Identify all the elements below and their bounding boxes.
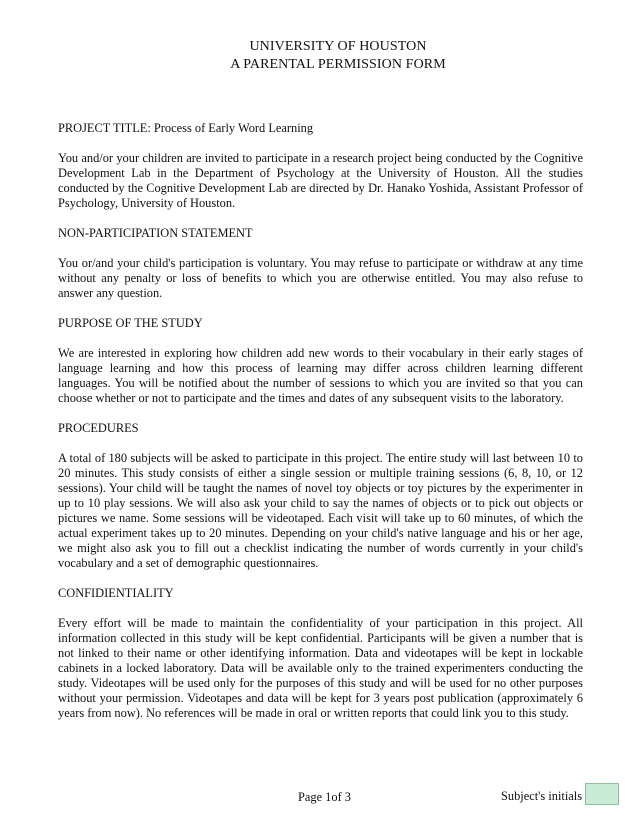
nonparticipation-heading: NON-PARTICIPATION STATEMENT bbox=[58, 226, 253, 240]
university-name: UNIVERSITY OF HOUSTON bbox=[249, 39, 427, 54]
purpose-paragraph: We are interested in exploring how children add new words to their vocabulary in their early stages of language learning and how this process of learning may differ across children learning different languages. You will be notified about the number of sessions to which you are invited so that you can choose whether or not to participate and the times and dates of any subsequent visits to the laboratory. bbox=[58, 346, 583, 405]
form-title: A PARENTAL PERMISSION FORM bbox=[230, 57, 446, 72]
intro-paragraph: You and/or your children are invited to participate in a research project being conducted by the Cognitive Development Lab in the Department of Psychology at the University of Houston. All the studies conducted by the Cognitive Development Lab are directed by Dr. Hanako Yoshida, Assistant Professor of Psychology, University of Houston. bbox=[58, 151, 583, 210]
confidentiality-paragraph: Every effort will be made to maintain the confidentiality of your participation in this project. All information collected in this study will be kept confidential. Participants will be given a number that is not linked to their name or other identifying information. Data and videotapes will be kept in lockable cabinets in a locked laboratory. Data will be available only to the trained experimenters conducting the study. Videotapes will be used only for the purposes of this study and will be used for no other purposes without your permission. Videotapes and data will be kept for 3 years post publication (approximately 6 years from now). No references will be made in oral or written reports that could link you to this study. bbox=[58, 616, 583, 720]
form-header bbox=[0, 38, 640, 74]
initials-label: Subject's initials bbox=[501, 789, 583, 803]
form-body bbox=[58, 121, 583, 721]
initials-input-box[interactable] bbox=[585, 783, 619, 805]
page-number: Page 1of 3 bbox=[298, 790, 351, 804]
confidentiality-heading: CONFIDIENTIALITY bbox=[58, 586, 174, 600]
purpose-heading: PURPOSE OF THE STUDY bbox=[58, 316, 203, 330]
procedures-heading: PROCEDURES bbox=[58, 421, 139, 435]
procedures-paragraph: A total of 180 subjects will be asked to participate in this project. The entire study will last between 10 to 20 minutes. This study consists of either a single session or multiple training sessions (6, 8, 10, or 12 sessions). Your child will be taught the names of novel toy objects or toy pictures by the experimenter in up to 10 play sessions. We will also ask your child to say the names of objects or to pick out objects or pictures we name. Some sessions will be videotaped. Each visit will take up to 60 minutes, of which the actual experiment takes up to 20 minutes. Depending on your child's native language and his or her age, we might also ask you to fill out a checklist indicating the number of words currently in your child's vocabulary and a set of demographic questionnaires. bbox=[58, 451, 583, 570]
nonparticipation-paragraph: You or/and your child's participation is voluntary. You may refuse to participate or withdraw at any time without any penalty or loss of benefits to which you are otherwise entitled. You may also refuse to answer any question. bbox=[58, 256, 583, 300]
project-title: PROJECT TITLE: Process of Early Word Learning bbox=[58, 121, 314, 135]
